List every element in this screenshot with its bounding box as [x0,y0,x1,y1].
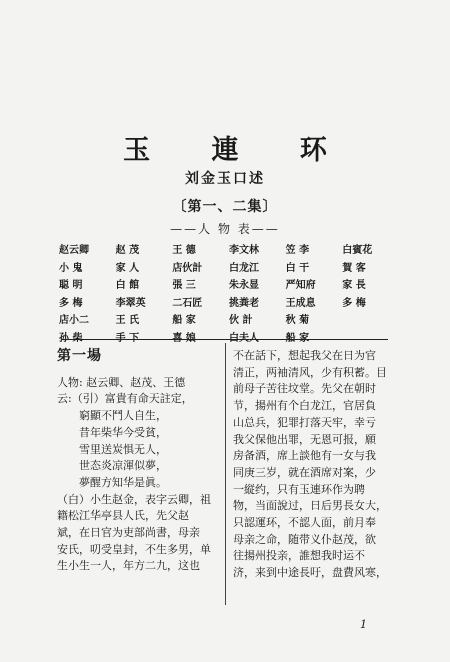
text-line: 济，来到中途長吁，盘費风寒， [233,566,387,580]
cast-cell: 笠 李 [285,245,310,257]
episode-label: 〔第一、二集〕 [172,199,278,215]
cast-cell: 李文林 [228,245,259,257]
text-line: 同庚三岁，就在酒席对案，少 [233,465,376,479]
cast-cell: 朱永显 [228,280,259,292]
text-line: 夢醒方知华是眞。 [79,475,167,489]
cast-cell: 張 三 [172,280,196,292]
cast-row [57,293,397,311]
cast-cell: 白龙江 [228,262,259,274]
cast-cell: 严知府 [285,280,316,292]
section-divider [62,339,388,340]
cast-row [57,310,397,328]
cast-cell: 王成息 [285,297,316,309]
cast-row [57,275,397,293]
cast-cell: 李翠英 [115,297,146,309]
text-line: 物，当面說过，日后男長女大， [233,499,387,513]
text-line: 云:（引）富貴有命天註定， [57,392,193,406]
cast-cell: 挑粪老 [228,297,259,309]
text-line: 斌，在日官为吏部尚書，母亲 [57,526,200,540]
cast-table [57,240,397,345]
cast-cell: 多 梅 [342,297,366,309]
text-line: 一縦约，只有玉連环作为聘 [233,482,365,496]
text-line: 前母子苦往坟堂。先父在朝时 [233,382,376,396]
text-line: （白）小生赵金，表字云卿，祖 [57,492,211,506]
text-line: 人物: 赵云卿、赵茂、王德 [57,375,186,389]
page-title: 玉 連 环 [123,135,353,166]
cast-cell: 聪 明 [59,280,83,292]
cast-cell: 賀 客 [342,262,366,274]
text-line: 不在話下，想起我父在日为官 [233,349,376,362]
cast-row [57,258,397,276]
cast-cell: 赵云卿 [59,245,89,257]
cast-cell: 王 氏 [115,315,140,327]
cast-cell: 船 家 [172,315,196,327]
scene-heading: 第一場 [57,348,102,364]
cast-list-heading: ——人 物 表—— [170,222,280,236]
text-line: 安氏，叨受皇封，不生多男，单 [57,542,211,556]
text-line: 清正，两袖清风，少有积蓄。目 [233,365,387,379]
cast-cell: 船 家 [285,332,310,344]
cast-cell: 赵 茂 [115,245,140,257]
left-text-column [57,348,223,575]
text-line: 我父保他出罪，无恩可报，願 [233,432,376,446]
text-line: 只認運环，不認人面，前月奉 [233,516,376,530]
text-line: 往揚州投亲，誰想我时运不 [233,549,365,563]
text-line: 生小生一人，年方二九，这也 [57,559,200,573]
page-number: 1 [360,618,367,631]
cast-cell: 秋 菊 [285,315,310,327]
text-line: 山总兵，犯罪打落天牢，幸亏 [233,415,376,429]
cast-cell: 多 梅 [59,297,83,309]
cast-cell: 二石匠 [172,297,203,309]
cast-cell: 白 館 [115,280,140,292]
text-line: 母亲之命，随带义仆赵茂，欲 [233,532,376,546]
text-line: 昔年柴华今受貧， [79,425,167,439]
cast-row [57,328,397,346]
text-line: 房备酒，席上談他有一女与我 [233,449,376,463]
cast-cell: 白賓花 [342,245,373,257]
cast-row [57,240,397,258]
cast-cell: 家 人 [115,262,140,274]
cast-cell [340,310,397,328]
cast-cell: 伙 計 [228,315,253,327]
cast-cell: 喜 娘 [172,332,196,344]
text-line: 世态炎凉渾似夢， [79,459,167,473]
right-text-column [233,348,399,582]
cast-cell: 手 下 [115,332,140,344]
cast-cell: 店小二 [59,315,89,327]
cast-cell: 家 長 [342,280,366,292]
column-divider [225,343,226,605]
text-line: 雪里送炭惧无人， [79,442,167,456]
cast-cell: 王 德 [172,245,196,257]
cast-cell: 店伙計 [172,262,203,274]
cast-cell: 白夫人 [228,332,259,344]
cast-cell: 小 鬼 [59,262,83,274]
narrator-credit: 刘金玉口述 [185,171,265,187]
text-line: 节，揚州有个白龙江，官居負 [233,399,376,413]
cast-cell [340,328,397,346]
cast-cell: 白 干 [285,262,310,274]
cast-cell: 孙 柴 [59,332,83,344]
text-line: 窮顯不鬥人自生， [79,409,167,423]
text-line: 籍松江华亭县人氏，先父赵 [57,509,189,523]
